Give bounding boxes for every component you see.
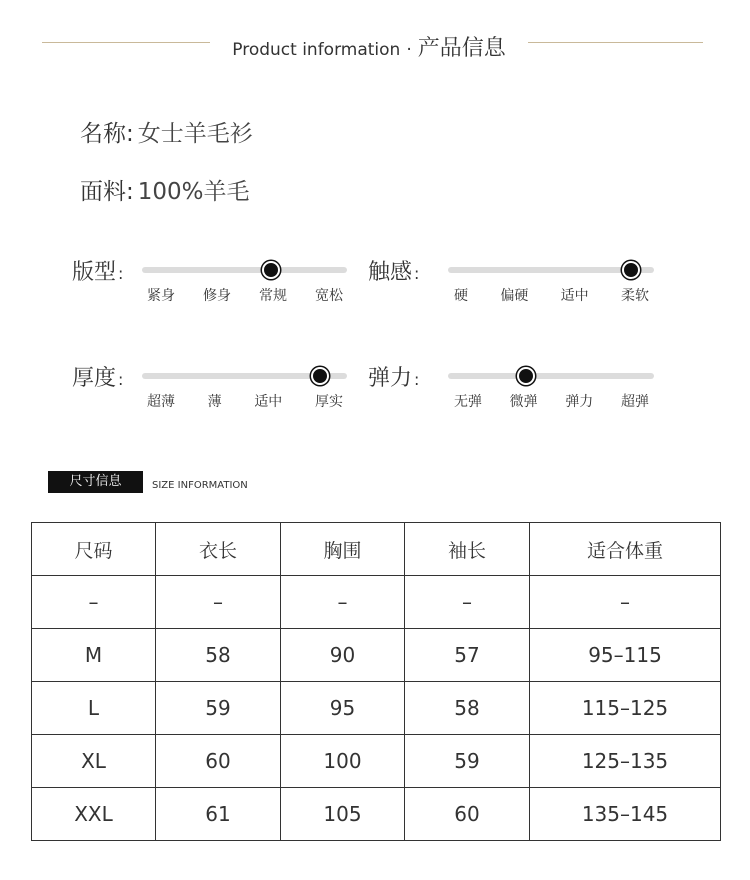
size-table-header-row <box>32 523 721 576</box>
attr-elasticity-knob <box>517 367 535 385</box>
attr-fit-tick: 宽松 <box>315 288 343 304</box>
attr-elasticity-tick: 弹力 <box>565 394 594 410</box>
attr-elasticity-colon: : <box>414 370 420 389</box>
info-name-row <box>80 115 253 148</box>
attr-fit-label-text: 版型 <box>72 260 117 285</box>
table-cell: 95–115 <box>530 629 721 682</box>
attr-touch-tick: 适中 <box>560 288 589 304</box>
attr-fit-label <box>72 255 123 286</box>
size-table-header-cell: 适合体重 <box>530 523 721 576</box>
table-row <box>32 629 721 682</box>
table-cell: – <box>530 576 721 629</box>
table-cell: XXL <box>32 788 156 841</box>
attr-thickness-tick: 薄 <box>207 394 222 410</box>
attr-fit-knob <box>262 261 280 279</box>
info-name-value: 女士羊毛衫 <box>137 121 253 147</box>
table-cell: – <box>32 576 156 629</box>
table-cell: 59 <box>156 682 281 735</box>
attr-fit-ticks <box>147 285 343 305</box>
attr-elasticity-tick: 微弹 <box>509 394 538 410</box>
table-cell: 135–145 <box>530 788 721 841</box>
table-cell: – <box>281 576 405 629</box>
attr-touch-label <box>368 255 419 286</box>
info-name-colon: : <box>126 121 134 147</box>
table-cell: M <box>32 629 156 682</box>
table-cell: – <box>156 576 281 629</box>
attr-elasticity-tick: 无弹 <box>454 394 482 410</box>
info-material-colon: : <box>126 179 134 205</box>
attr-fit-tick: 常规 <box>259 288 287 304</box>
attr-thickness-tick: 超薄 <box>147 394 175 410</box>
attr-elasticity-label-text: 弹力 <box>368 366 413 391</box>
attr-thickness-label-text: 厚度 <box>72 366 117 391</box>
table-cell: – <box>405 576 530 629</box>
info-material-row <box>80 173 250 206</box>
size-table-header-cell: 袖长 <box>405 523 530 576</box>
attr-touch-knob <box>622 261 640 279</box>
attr-elasticity-tick: 超弹 <box>620 394 649 410</box>
table-cell: 95 <box>281 682 405 735</box>
size-info-tag: 尺寸信息 <box>48 471 143 493</box>
table-cell: 61 <box>156 788 281 841</box>
attr-fit-track <box>142 267 347 273</box>
attr-thickness-tick: 适中 <box>254 394 283 410</box>
attr-thickness-slider <box>72 361 362 431</box>
header-title-cn: 产品信息 <box>417 36 506 61</box>
attr-touch-ticks <box>454 285 649 305</box>
size-info-subtitle: SIZE INFORMATION <box>152 480 248 491</box>
table-cell: 125–135 <box>530 735 721 788</box>
attr-touch-tick: 柔软 <box>620 288 649 304</box>
attr-fit-colon: : <box>118 264 124 283</box>
attr-fit-slider <box>72 255 362 325</box>
table-cell: 105 <box>281 788 405 841</box>
table-cell: 58 <box>156 629 281 682</box>
table-cell: 58 <box>405 682 530 735</box>
table-cell: L <box>32 682 156 735</box>
table-cell: 60 <box>405 788 530 841</box>
attr-thickness-colon: : <box>118 370 124 389</box>
attr-fit-tick: 紧身 <box>147 288 175 304</box>
header-line-right <box>528 42 703 43</box>
header-title <box>210 31 528 62</box>
table-row <box>32 735 721 788</box>
attr-elasticity-ticks <box>454 391 649 411</box>
attr-thickness-ticks <box>147 391 343 411</box>
table-cell: 60 <box>156 735 281 788</box>
size-table <box>31 522 721 841</box>
table-cell: 90 <box>281 629 405 682</box>
header-title-en: Product information <box>232 40 401 60</box>
header-separator: · <box>406 40 412 60</box>
table-cell: 100 <box>281 735 405 788</box>
table-cell: 115–125 <box>530 682 721 735</box>
info-material-key: 面料 <box>80 179 126 205</box>
header-line-left <box>42 42 210 43</box>
table-cell: 59 <box>405 735 530 788</box>
table-cell: 57 <box>405 629 530 682</box>
attr-touch-tick: 硬 <box>454 288 468 304</box>
attr-thickness-tick: 厚实 <box>314 394 343 410</box>
attr-fit-tick: 修身 <box>203 288 231 304</box>
attr-elasticity-slider <box>368 361 658 431</box>
attr-touch-tick: 偏硬 <box>500 288 529 304</box>
attr-elasticity-label <box>368 361 419 392</box>
attr-elasticity-track <box>448 373 654 379</box>
info-material-value: 100%羊毛 <box>137 179 250 205</box>
table-row <box>32 682 721 735</box>
size-table-header-cell: 胸围 <box>281 523 405 576</box>
attr-touch-slider <box>368 255 658 325</box>
table-cell: XL <box>32 735 156 788</box>
size-table-header-cell: 尺码 <box>32 523 156 576</box>
attr-thickness-label <box>72 361 123 392</box>
attr-touch-colon: : <box>414 264 420 283</box>
size-table-header-cell: 衣长 <box>156 523 281 576</box>
attr-touch-label-text: 触感 <box>368 260 413 285</box>
attr-thickness-knob <box>311 367 329 385</box>
table-row <box>32 788 721 841</box>
info-name-key: 名称 <box>80 121 126 147</box>
table-row <box>32 576 721 629</box>
